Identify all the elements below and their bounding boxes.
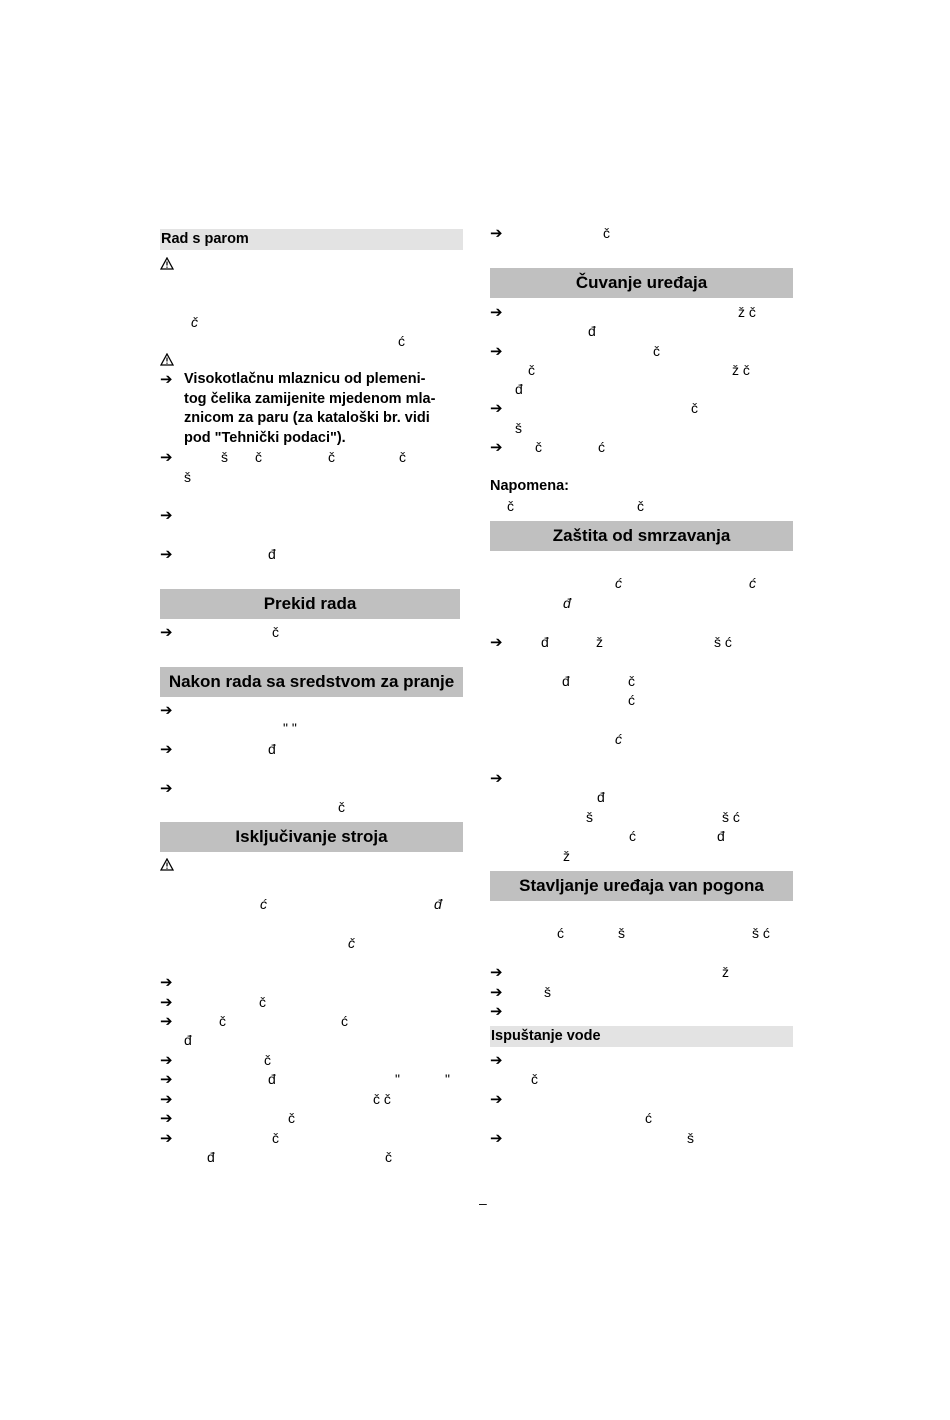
heading-rad-s-parom: Rad s parom bbox=[160, 229, 463, 250]
heading-prekid-rada: Prekid rada bbox=[160, 589, 460, 619]
glyph: ć bbox=[628, 692, 635, 708]
glyph: š ć bbox=[752, 925, 770, 941]
glyph: č bbox=[385, 1149, 392, 1165]
glyph: č bbox=[272, 1130, 279, 1146]
glyph: đ bbox=[268, 546, 276, 562]
glyph: đ bbox=[515, 381, 523, 397]
arrow-right-icon: ➔ bbox=[160, 546, 173, 563]
glyph: č bbox=[288, 1110, 295, 1126]
arrow-right-icon: ➔ bbox=[490, 964, 503, 981]
glyph: č bbox=[528, 362, 535, 378]
glyph: č bbox=[219, 1013, 226, 1029]
glyph: " bbox=[445, 1071, 450, 1087]
glyph: č bbox=[603, 225, 610, 241]
heading-nakon-rada: Nakon rada sa sredstvom za pranje bbox=[160, 667, 463, 697]
heading-ispustanje: Ispuštanje vode bbox=[490, 1026, 793, 1047]
glyph: ž bbox=[596, 634, 603, 650]
arrow-right-icon: ➔ bbox=[160, 1130, 173, 1147]
arrow-right-icon: ➔ bbox=[490, 984, 503, 1001]
arrow-right-icon: ➔ bbox=[160, 449, 173, 466]
glyph: č bbox=[338, 799, 345, 815]
glyph: đ bbox=[541, 634, 549, 650]
glyph: č bbox=[637, 498, 644, 514]
glyph: š bbox=[184, 469, 191, 485]
glyph: ž bbox=[722, 964, 729, 980]
glyph: č bbox=[507, 498, 514, 514]
glyph: ć bbox=[557, 925, 564, 941]
glyph: č bbox=[628, 673, 635, 689]
arrow-right-icon: ➔ bbox=[490, 225, 503, 242]
glyph: č bbox=[191, 314, 198, 330]
arrow-right-icon: ➔ bbox=[160, 974, 173, 991]
glyph: š bbox=[586, 809, 593, 825]
page-number: – bbox=[479, 1195, 487, 1211]
arrow-right-icon: ➔ bbox=[490, 1091, 503, 1108]
warning-triangle-icon bbox=[160, 257, 174, 270]
glyph: ž č bbox=[732, 362, 750, 378]
glyph: č č bbox=[373, 1091, 391, 1107]
glyph: č bbox=[348, 935, 355, 951]
glyph: š bbox=[544, 984, 551, 1000]
arrow-right-icon: ➔ bbox=[490, 400, 503, 417]
glyph: š bbox=[687, 1130, 694, 1146]
glyph: š ć bbox=[722, 809, 740, 825]
arrow-right-icon: ➔ bbox=[490, 1003, 503, 1020]
glyph: đ bbox=[562, 673, 570, 689]
glyph: ć bbox=[629, 828, 636, 844]
arrow-right-icon: ➔ bbox=[160, 507, 173, 524]
glyph: đ bbox=[717, 828, 725, 844]
arrow-right-icon: ➔ bbox=[160, 994, 173, 1011]
arrow-right-icon: ➔ bbox=[490, 770, 503, 787]
glyph: đ bbox=[207, 1149, 215, 1165]
arrow-right-icon: ➔ bbox=[490, 1130, 503, 1147]
glyph: " bbox=[395, 1071, 400, 1087]
glyph: š ć bbox=[714, 634, 732, 650]
arrow-right-icon: ➔ bbox=[160, 1013, 173, 1030]
glyph: č bbox=[399, 449, 406, 465]
glyph: č bbox=[255, 449, 262, 465]
arrow-right-icon: ➔ bbox=[160, 1110, 173, 1127]
glyph: č bbox=[272, 624, 279, 640]
glyph: đ bbox=[563, 595, 571, 611]
glyph: č bbox=[691, 400, 698, 416]
glyph: š bbox=[618, 925, 625, 941]
arrow-right-icon: ➔ bbox=[160, 702, 173, 719]
glyph: đ bbox=[184, 1032, 192, 1048]
arrow-right-icon: ➔ bbox=[160, 624, 173, 641]
glyph: đ bbox=[588, 323, 596, 339]
arrow-right-icon: ➔ bbox=[160, 1071, 173, 1088]
glyph: đ bbox=[434, 896, 442, 912]
arrow-right-icon: ➔ bbox=[490, 304, 503, 321]
glyph: ć bbox=[398, 333, 405, 349]
heading-stavljanje: Stavljanje uređaja van pogona bbox=[490, 871, 793, 901]
warning-triangle-icon bbox=[160, 858, 174, 871]
glyph: č bbox=[531, 1071, 538, 1087]
glyph: ć bbox=[615, 731, 622, 747]
glyph: ć bbox=[598, 439, 605, 455]
heading-zastita: Zaštita od smrzavanja bbox=[490, 521, 793, 551]
glyph: đ bbox=[268, 741, 276, 757]
glyph: ć bbox=[749, 575, 756, 591]
arrow-right-icon: ➔ bbox=[490, 343, 503, 360]
arrow-right-icon: ➔ bbox=[160, 1052, 173, 1069]
arrow-right-icon: ➔ bbox=[490, 439, 503, 456]
glyph: đ bbox=[597, 789, 605, 805]
arrow-right-icon: ➔ bbox=[160, 371, 173, 388]
arrow-right-icon: ➔ bbox=[160, 1091, 173, 1108]
glyph: č bbox=[535, 439, 542, 455]
glyph: ć bbox=[645, 1110, 652, 1126]
glyph: " " bbox=[283, 720, 297, 736]
glyph: š bbox=[515, 420, 522, 436]
glyph: đ bbox=[268, 1071, 276, 1087]
arrow-right-icon: ➔ bbox=[160, 780, 173, 797]
arrow-right-icon: ➔ bbox=[490, 1052, 503, 1069]
heading-iskljucivanje: Isključivanje stroja bbox=[160, 822, 463, 852]
glyph: č bbox=[259, 994, 266, 1010]
glyph: ć bbox=[615, 575, 622, 591]
steam-nozzle-instruction: Visokotlačnu mlaznicu od plemeni- tog čelika zamijenite mjedenom mla- znicom za paru (za kataloški br. vidi pod "Tehnički podaci"). bbox=[184, 371, 436, 446]
glyph: č bbox=[264, 1052, 271, 1068]
glyph: ž bbox=[563, 848, 570, 864]
glyph: č bbox=[653, 343, 660, 359]
arrow-right-icon: ➔ bbox=[490, 634, 503, 651]
warning-triangle-icon bbox=[160, 353, 174, 366]
glyph: ć bbox=[341, 1013, 348, 1029]
glyph: š bbox=[221, 449, 228, 465]
glyph: ć bbox=[260, 896, 267, 912]
arrow-right-icon: ➔ bbox=[160, 741, 173, 758]
glyph: č bbox=[328, 449, 335, 465]
glyph: ž č bbox=[738, 304, 756, 320]
napomena-label: Napomena: bbox=[490, 478, 569, 494]
heading-cuvanje: Čuvanje uređaja bbox=[490, 268, 793, 298]
